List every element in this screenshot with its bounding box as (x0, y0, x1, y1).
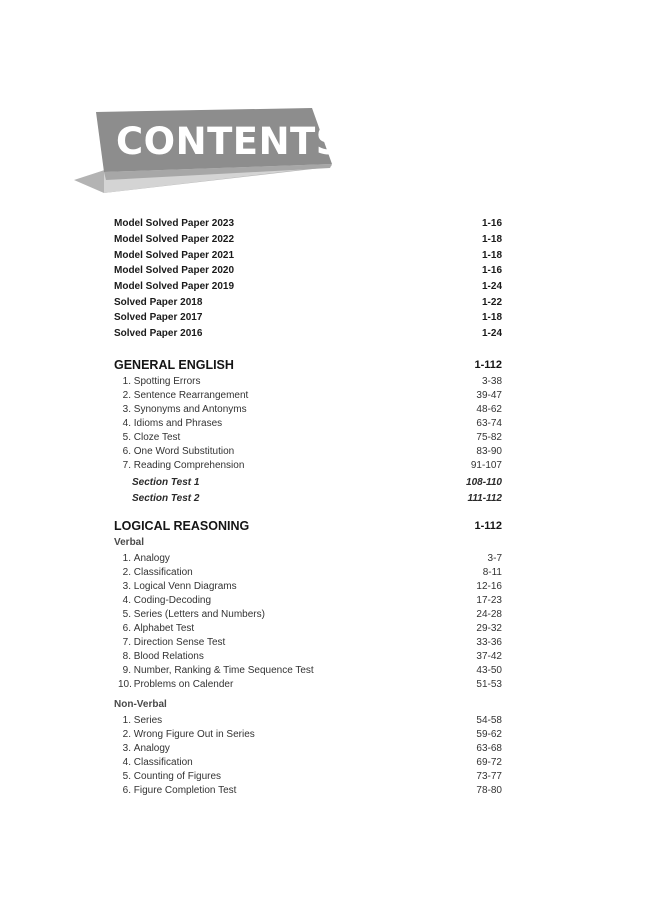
chapter-entry[interactable] (118, 389, 502, 403)
chapter-entry[interactable] (118, 375, 502, 389)
solved-paper-entry[interactable] (114, 264, 502, 278)
chapter-entry[interactable] (118, 636, 502, 650)
chapter-pages: 91-107 (470, 460, 502, 471)
solved-paper-entry[interactable] (114, 233, 502, 247)
chapter-pages: 83-90 (476, 446, 502, 457)
chapter-number: 6. (122, 785, 131, 796)
chapter-title: Logical Venn Diagrams (133, 581, 237, 592)
chapter-pages: 8-11 (482, 567, 502, 578)
chapter-title: Reading Comprehension (133, 460, 245, 471)
section-test-label: Section Test 2 (132, 493, 200, 504)
entry-label: Model Solved Paper 2022 (114, 234, 235, 245)
chapter-pages: 78-80 (476, 785, 502, 796)
chapter-pages: 3-38 (481, 376, 502, 387)
entry-pages: 1-16 (481, 265, 502, 276)
chapter-entry[interactable] (118, 417, 502, 431)
chapter-title: Problems on Calender (133, 679, 234, 690)
chapter-title: Idioms and Phrases (133, 418, 223, 429)
entry-pages: 1-24 (481, 281, 502, 292)
entry-pages: 1-18 (481, 250, 502, 261)
entry-pages: 1-24 (481, 328, 502, 339)
chapter-entry[interactable] (118, 566, 502, 580)
chapter-number: 4. (122, 757, 131, 768)
chapter-title: Direction Sense Test (133, 637, 226, 648)
solved-paper-entry[interactable] (114, 280, 502, 294)
chapter-number: 7. (122, 637, 131, 648)
entry-pages: 1-18 (481, 234, 502, 245)
entry-label: Model Solved Paper 2021 (114, 250, 235, 261)
chapter-number: 8. (122, 651, 131, 662)
subsection-title: Non-Verbal (114, 699, 167, 710)
chapter-title: Counting of Figures (133, 771, 222, 782)
chapter-entry[interactable] (118, 459, 502, 473)
chapter-number: 5. (122, 609, 131, 620)
chapter-number: 1. (122, 715, 131, 726)
section-test-entry[interactable] (132, 492, 502, 506)
banner-shape (0, 0, 660, 200)
subsection-heading-verbal (114, 536, 502, 550)
chapter-entry[interactable] (118, 664, 502, 678)
solved-paper-entry[interactable] (114, 296, 502, 310)
section-pages: 1-112 (474, 359, 502, 371)
section-pages: 1-112 (474, 520, 502, 532)
chapter-pages: 33-36 (476, 637, 502, 648)
chapter-number: 9. (122, 665, 131, 676)
contents-banner (0, 0, 660, 200)
chapter-pages: 54-58 (476, 715, 502, 726)
subsection-heading-non-verbal (114, 698, 502, 712)
section-test-label: Section Test 1 (132, 477, 200, 488)
chapter-number: 3. (122, 581, 131, 592)
chapter-title: Alphabet Test (133, 623, 195, 634)
section-heading-logical-reasoning[interactable] (114, 517, 502, 535)
chapter-entry[interactable] (118, 594, 502, 608)
chapter-title: Figure Completion Test (133, 785, 237, 796)
entry-label: Solved Paper 2016 (114, 328, 203, 339)
page-title: CONTENTS (116, 120, 343, 163)
chapter-entry[interactable] (118, 784, 502, 798)
entry-label: Model Solved Paper 2019 (114, 281, 235, 292)
chapter-number: 5. (122, 771, 131, 782)
chapter-entry[interactable] (118, 714, 502, 728)
chapter-number: 2. (122, 390, 131, 401)
entry-label: Model Solved Paper 2023 (114, 218, 235, 229)
chapter-title: Classification (133, 757, 193, 768)
chapter-title: Number, Ranking & Time Sequence Test (133, 665, 314, 676)
chapter-pages: 73-77 (476, 771, 502, 782)
chapter-entry[interactable] (118, 678, 502, 692)
chapter-pages: 69-72 (476, 757, 502, 768)
chapter-number: 3. (122, 743, 131, 754)
chapter-title: Sentence Rearrangement (133, 390, 249, 401)
entry-pages: 1-16 (481, 218, 502, 229)
entry-pages: 1-18 (481, 312, 502, 323)
section-test-entry[interactable] (132, 476, 502, 490)
entry-label: Solved Paper 2017 (114, 312, 203, 323)
chapter-pages: 63-74 (476, 418, 502, 429)
chapter-pages: 39-47 (476, 390, 502, 401)
entry-label: Model Solved Paper 2020 (114, 265, 235, 276)
chapter-number: 6. (122, 623, 131, 634)
chapter-title: Synonyms and Antonyms (133, 404, 247, 415)
chapter-pages: 29-32 (476, 623, 502, 634)
chapter-pages: 37-42 (476, 651, 502, 662)
chapter-title: Blood Relations (133, 651, 204, 662)
section-title: LOGICAL REASONING (114, 519, 250, 533)
subsection-title: Verbal (114, 537, 145, 548)
chapter-pages: 43-50 (476, 665, 502, 676)
section-title: GENERAL ENGLISH (114, 358, 234, 372)
chapter-title: Analogy (133, 743, 170, 754)
chapter-pages: 24-28 (476, 609, 502, 620)
chapter-entry[interactable] (118, 728, 502, 742)
chapter-entry[interactable] (118, 622, 502, 636)
chapter-title: Series (133, 715, 163, 726)
chapter-entry[interactable] (118, 445, 502, 459)
section-heading-general-english[interactable] (114, 356, 502, 374)
chapter-title: Analogy (133, 553, 170, 564)
chapter-title: Spotting Errors (133, 376, 201, 387)
chapter-entry[interactable] (118, 580, 502, 594)
chapter-number: 3. (122, 404, 131, 415)
solved-paper-entry[interactable] (114, 217, 502, 231)
solved-paper-entry[interactable] (114, 249, 502, 263)
chapter-number: 7. (122, 460, 131, 471)
chapter-pages: 75-82 (476, 432, 502, 443)
entry-pages: 1-22 (481, 297, 502, 308)
chapter-title: Coding-Decoding (133, 595, 212, 606)
section-test-pages: 108-110 (466, 477, 502, 488)
chapter-title: One Word Substitution (133, 446, 235, 457)
chapter-pages: 59-62 (476, 729, 502, 740)
chapter-number: 2. (122, 729, 131, 740)
solved-paper-entry[interactable] (114, 311, 502, 325)
chapter-pages: 63-68 (476, 743, 502, 754)
chapter-entry[interactable] (118, 431, 502, 445)
chapter-entry[interactable] (118, 756, 502, 770)
chapter-pages: 3-7 (487, 553, 502, 564)
chapter-entry[interactable] (118, 608, 502, 622)
chapter-pages: 51-53 (476, 679, 502, 690)
chapter-number: 2. (122, 567, 131, 578)
chapter-number: 6. (122, 446, 131, 457)
chapter-entry[interactable] (118, 403, 502, 417)
chapter-pages: 48-62 (476, 404, 502, 415)
chapter-title: Classification (133, 567, 193, 578)
entry-label: Solved Paper 2018 (114, 297, 203, 308)
chapter-entry[interactable] (118, 650, 502, 664)
chapter-number: 4. (122, 595, 131, 606)
chapter-pages: 17-23 (476, 595, 502, 606)
chapter-title: Series (Letters and Numbers) (133, 609, 265, 620)
chapter-number: 1. (122, 376, 131, 387)
chapter-title: Cloze Test (133, 432, 181, 443)
section-test-pages: 111-112 (467, 493, 502, 504)
chapter-number: 5. (122, 432, 131, 443)
chapter-entry[interactable] (118, 770, 502, 784)
chapter-number: 10. (118, 679, 132, 690)
chapter-number: 1. (122, 553, 131, 564)
chapter-entry[interactable] (118, 552, 502, 566)
chapter-entry[interactable] (118, 742, 502, 756)
chapter-pages: 12-16 (476, 581, 502, 592)
chapter-title: Wrong Figure Out in Series (133, 729, 255, 740)
chapter-number: 4. (122, 418, 131, 429)
solved-paper-entry[interactable] (114, 327, 502, 341)
